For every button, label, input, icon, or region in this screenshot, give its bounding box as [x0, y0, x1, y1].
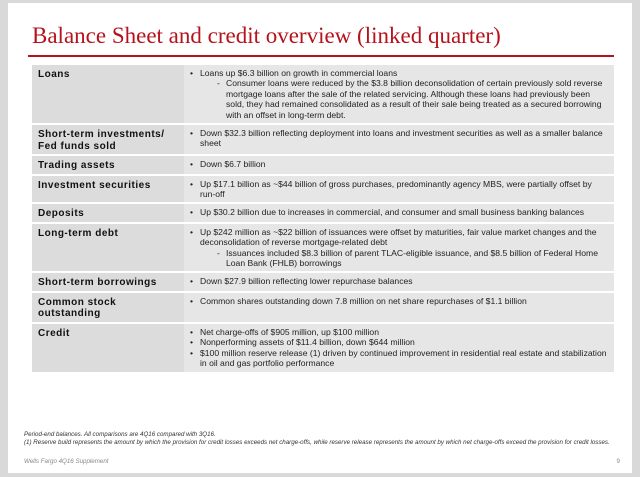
bullet-point: • Loans up $6.3 billion on growth in commercial loans — [190, 68, 608, 78]
bullet-point: • Up $242 million as ~$22 billion of issuances were offset by maturities, fair value market changes and the deconsolidation of reverse mortgage-related debt — [190, 227, 608, 248]
row-detail — [184, 125, 614, 154]
table-row — [32, 156, 614, 174]
row-detail — [184, 176, 614, 203]
row-label: Investment securities — [32, 176, 184, 203]
table-row — [32, 273, 614, 291]
row-label: Deposits — [32, 204, 184, 222]
bullet-point: • Common shares outstanding down 7.8 million on net share repurchases of $1.1 billion — [190, 296, 608, 306]
bullet-point: • Up $30.2 billion due to increases in commercial, and consumer and small business banking balances — [190, 207, 608, 217]
row-detail — [184, 65, 614, 123]
row-label: Common stock outstanding — [32, 293, 184, 322]
table-row — [32, 224, 614, 272]
bullet-point: • Nonperforming assets of $11.4 billion, down $644 million — [190, 337, 608, 347]
title-divider — [28, 55, 614, 57]
footnote-period: Period-end balances. All comparisons are 4Q16 compared with 3Q16. — [24, 431, 216, 438]
row-label: Credit — [32, 324, 184, 372]
row-label: Short-term investments/ Fed funds sold — [32, 125, 184, 154]
row-label: Trading assets — [32, 156, 184, 174]
table-row — [32, 293, 614, 322]
sub-bullet: - Consumer loans were reduced by the $3.8 billion deconsolidation of certain previously sold reverse mortgage loans after the sale of the related servicing. Although these loans had previously been sold, they had remained consolidated as a result of their sale being treated as a secured borrowing with an offset in long-term debt. — [190, 78, 608, 120]
bullet-point: • Down $6.7 billion — [190, 159, 608, 169]
bullet-point: • Up $17.1 billion as ~$44 billion of gross purchases, predominantly agency MBS, were partially offset by run-off — [190, 179, 608, 200]
row-detail — [184, 204, 614, 222]
bullet-point: • Down $27.9 billion reflecting lower repurchase balances — [190, 276, 608, 286]
row-detail — [184, 156, 614, 174]
row-detail — [184, 324, 614, 372]
slide — [8, 3, 632, 473]
bullet-point: • Down $32.3 billion reflecting deployment into loans and investment securities as well as a smaller balance sheet — [190, 128, 608, 149]
row-label: Long-term debt — [32, 224, 184, 272]
overview-table — [32, 65, 614, 374]
sub-bullet: - Issuances included $8.3 billion of parent TLAC-eligible issuance, and $8.5 billion of Federal Home Loan Bank (FHLB) borrowings — [190, 248, 608, 269]
table-row — [32, 204, 614, 222]
page-number: 9 — [616, 458, 620, 465]
table-row — [32, 324, 614, 372]
footer-source: Wells Fargo 4Q16 Supplement — [24, 458, 109, 465]
slide-footer — [24, 458, 620, 465]
footnotes — [24, 431, 624, 447]
table-row — [32, 176, 614, 203]
table-row — [32, 65, 614, 123]
row-label: Short-term borrowings — [32, 273, 184, 291]
bullet-point: • $100 million reserve release (1) driven by continued improvement in residential real estate and stabilization in oil and gas portfolio performance — [190, 348, 608, 369]
bullet-point: • Net charge-offs of $905 million, up $100 million — [190, 327, 608, 337]
row-detail — [184, 273, 614, 291]
page-title: Balance Sheet and credit overview (linked quarter) — [32, 23, 501, 48]
table-row — [32, 125, 614, 154]
footnote-reserve: (1) Reserve build represents the amount by which the provision for credit losses exceeds net charge-offs, while reserve release represents the amount by which net charge-offs exceed the provision for credit losses. — [24, 438, 610, 446]
row-detail — [184, 293, 614, 322]
row-label: Loans — [32, 65, 184, 123]
row-detail — [184, 224, 614, 272]
